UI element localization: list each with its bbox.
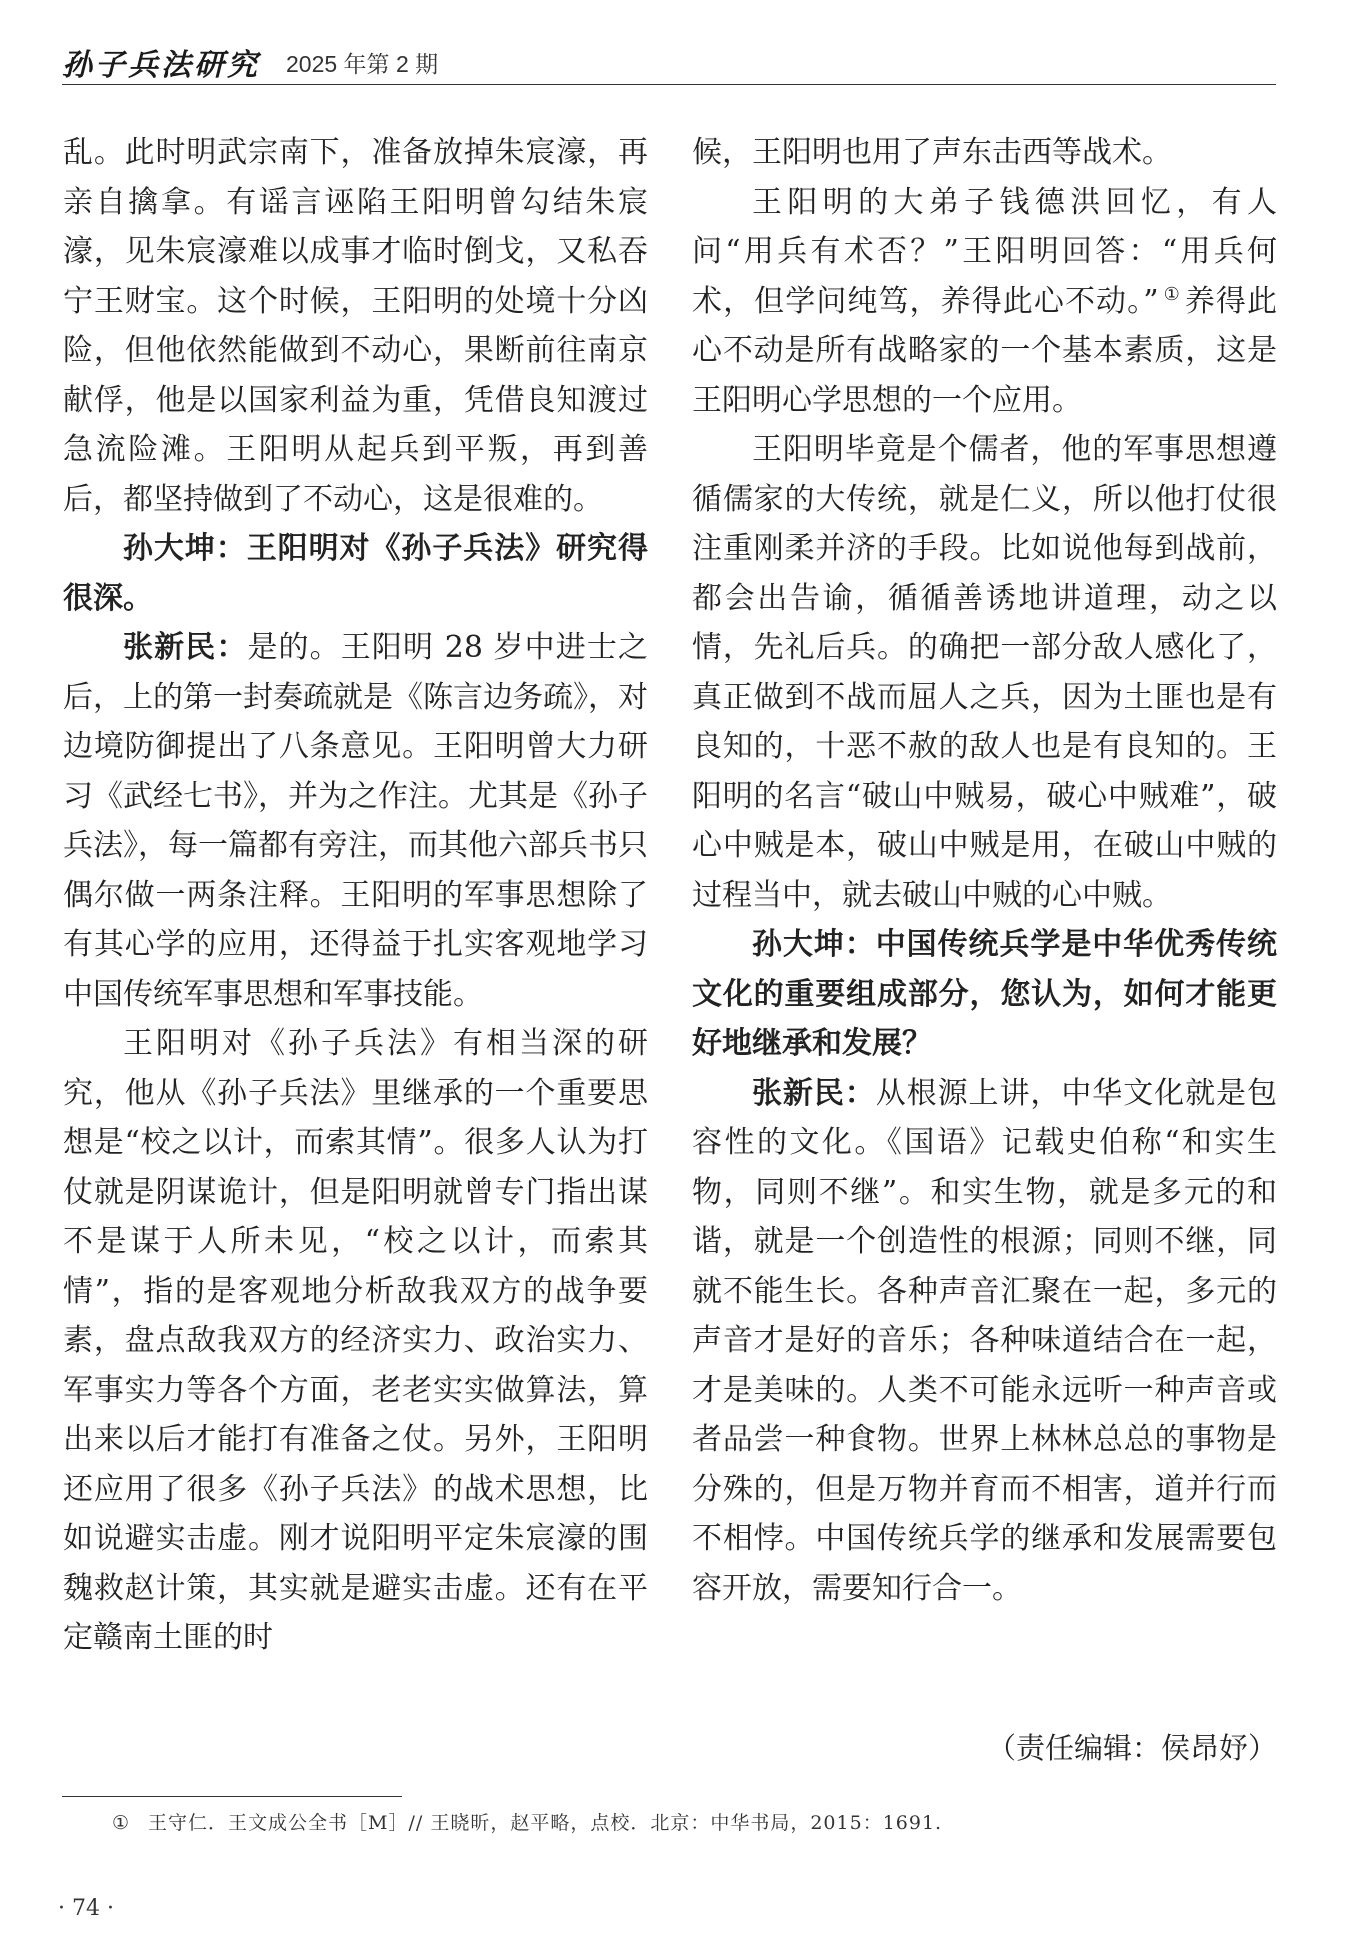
interview-answer [63,623,648,1019]
left-column [63,128,648,1663]
speaker-label: 张新民： [123,630,248,665]
footnote-divider [62,1796,402,1797]
issue-label: 2025 年第 2 期 [286,51,439,77]
right-column [692,128,1277,1613]
answer-text: 是的。王阳明 28 岁中进士之后，上的第一封奏疏就是《陈言边务疏》，对边境防御提出了八条意见。王阳明曾大力研习《武经七书》，并为之作注。尤其是《孙子兵法》，每一篇都有旁注，而其他六部兵书只偶尔做一两条注释。王阳明的军事思想除了有其心学的应用，还得益于扎实客观地学习中国传统军事思想和军事技能。 [63,630,648,1012]
footnote-text: 王守仁．王文成公全书［M］// 王晓昕，赵平略，点校．北京：中华书局，2015：1691. [148,1812,943,1834]
paragraph-text: 王阳明的大弟子钱德洪回忆，有人问“用兵有术否？”王阳明回答：“用兵何术，但学问纯笃，养得此心不动。” [692,184,1277,319]
speaker-label: 张新民： [752,1075,876,1111]
footnote [112,1808,1272,1835]
paragraph-text: 养得此心不动是所有战略家的一个基本素质，这是王阳明心学思想的一个应用。 [692,283,1278,418]
paragraph: 候，王阳明也用了声东击西等战术。 [692,135,1172,170]
page-header [62,38,1276,85]
paragraph: 王阳明毕竟是个儒者，他的军事思想遵循儒家的大传统，就是仁义，所以他打仗很注重刚柔并济的手段。比如说他每到战前，都会出告谕，循循善诱地讲道理，动之以情，先礼后兵。的确把一部分敌人感化了，真正做到不战而屈人之兵，因为土匪也是有良知的，十恶不赦的敌人也是有良知的。王阳明的名言“破山中贼易，破心中贼难”，破心中贼是本，破山中贼是用，在破山中贼的过程当中，就去破山中贼的心中贼。 [692,432,1277,913]
page-number: · 74 · [58,1896,114,1921]
paragraph [692,178,1277,426]
paragraph: 王阳明对《孙子兵法》有相当深的研究，他从《孙子兵法》里继承的一个重要思想是“校之以计，而索其情”。很多人认为打仗就是阴谋诡计，但是阳明就曾专门指出谋不是谋于人所未见，“校之以计，而索其情”，指的是客观地分析敌我双方的战争要素，盘点敌我双方的经济实力、政治实力、军事实力等各个方面，老老实实做算法，算出来以后才能打有准备之仗。另外，王阳明还应用了很多《孙子兵法》的战术思想，比如说避实击虚。刚才说阳明平定朱宸濠的围魏救赵计策，其实就是避实击虚。还有在平定赣南土匪的时 [63,1026,648,1655]
footnote-ref[interactable]: ① [1162,283,1181,305]
answer-text: 从根源上讲，中华文化就是包容性的文化。《国语》记载史伯称“和实生物，同则不继”。和实生物，就是多元的和谐，就是一个创造性的根源；同则不继，同就不能生长。各种声音汇聚在一起，多元的声音才是好的音乐；各种味道结合在一起，才是美味的。人类不可能永远听一种声音或者品尝一种食物。世界上林林总总的事物是分殊的，但是万物并育而不相害，道并行而不相悖。中国传统兵学的继承和发展需要包容开放，需要知行合一。 [692,1075,1277,1606]
journal-logo: 孙子兵法研究 [62,48,260,83]
footnote-mark: ① [112,1812,131,1834]
paragraph: 乱。此时明武宗南下，准备放掉朱宸濠，再亲自擒拿。有谣言诬陷王阳明曾勾结朱宸濠，见朱宸濠难以成事才临时倒戈，又私吞宁王财宝。这个时候，王阳明的处境十分凶险，但他依然能做到不动心，果断前往南京献俘，他是以国家利益为重，凭借良知渡过急流险滩。王阳明从起兵到平叛，再到善后，都坚持做到了不动心，这是很难的。 [63,135,648,517]
interview-answer [692,1069,1277,1614]
interview-question: 孙大坤：王阳明对《孙子兵法》研究得很深。 [63,531,648,616]
editor-credit: （责任编辑：侯昂妤） [986,1731,1277,1765]
interview-question: 孙大坤：中国传统兵学是中华优秀传统文化的重要组成部分，您认为，如何才能更好地继承和发展？ [692,927,1277,1061]
